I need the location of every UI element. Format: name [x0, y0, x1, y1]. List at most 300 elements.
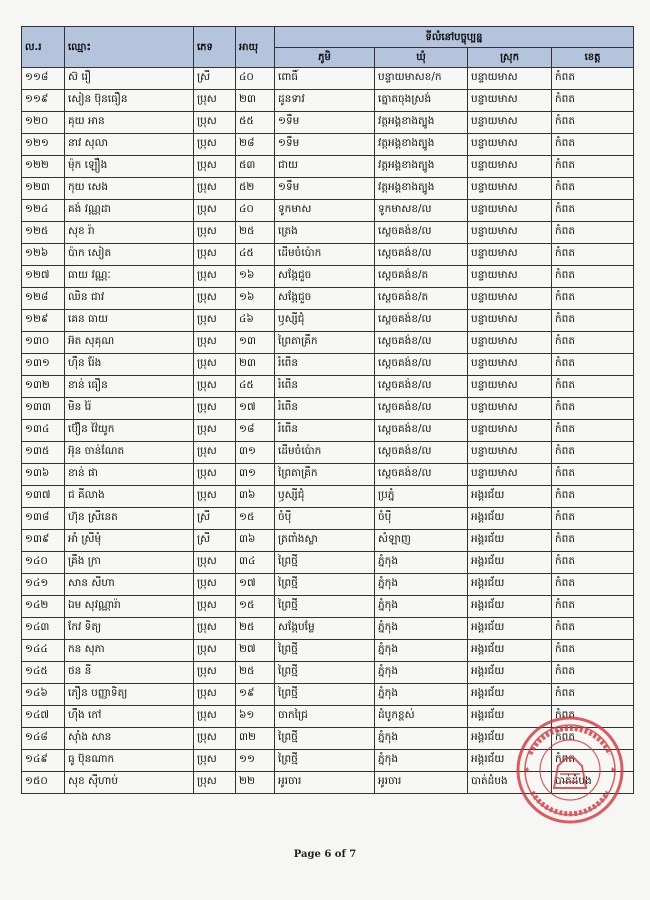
- cell-name: សៀន ប៊ុនធឿន: [65, 90, 194, 112]
- cell-province: កំពត: [552, 618, 634, 640]
- table-row: [22, 222, 634, 244]
- cell-sex: ស្រី: [194, 508, 236, 530]
- cell-village: អូរចារ: [275, 772, 375, 794]
- cell-age: ១៦: [236, 288, 275, 310]
- table-row: [22, 354, 634, 376]
- cell-province: កំពត: [552, 222, 634, 244]
- cell-no: ១៤១: [22, 574, 65, 596]
- cell-province: កំពត: [552, 332, 634, 354]
- cell-no: ១២៦: [22, 244, 65, 266]
- cell-sex: ប្រុស: [194, 310, 236, 332]
- cell-province: កំពត: [552, 398, 634, 420]
- cell-district: អង្គរជ័យ: [468, 486, 552, 508]
- cell-village: ត្រេង: [275, 222, 375, 244]
- cell-name: ឈិន ជាវ: [65, 288, 194, 310]
- cell-sex: ស្រី: [194, 68, 236, 90]
- cell-age: ៣៦: [236, 486, 275, 508]
- cell-no: ១៣៩: [22, 530, 65, 552]
- cell-district: បន្ទាយមាស: [468, 442, 552, 464]
- cell-age: ១៧: [236, 398, 275, 420]
- cell-village: ចាកជ្រៃ: [275, 706, 375, 728]
- table-row: [22, 134, 634, 156]
- cell-district: អង្គរជ័យ: [468, 750, 552, 772]
- cell-name: គុយ អាន: [65, 112, 194, 134]
- cell-commune: ភ្នំកុង: [375, 596, 468, 618]
- cell-province: កំពត: [552, 552, 634, 574]
- table-row: [22, 266, 634, 288]
- cell-age: ២៥: [236, 222, 275, 244]
- cell-district: អង្គរជ័យ: [468, 552, 552, 574]
- cell-district: បន្ទាយមាស: [468, 68, 552, 90]
- cell-village: ព្រៃថ្មី: [275, 574, 375, 596]
- cell-sex: ប្រុស: [194, 728, 236, 750]
- cell-no: ១៤៦: [22, 684, 65, 706]
- cell-district: អង្គរជ័យ: [468, 530, 552, 552]
- cell-province: កំពត: [552, 684, 634, 706]
- cell-sex: ប្រុស: [194, 288, 236, 310]
- cell-sex: ប្រុស: [194, 156, 236, 178]
- table-row: [22, 552, 634, 574]
- cell-sex: ប្រុស: [194, 244, 236, 266]
- cell-age: ២៧: [236, 640, 275, 662]
- cell-province: កំពត: [552, 728, 634, 750]
- cell-age: ៤៥: [236, 244, 275, 266]
- cell-village: រំពើន: [275, 420, 375, 442]
- cell-age: ២៨: [236, 134, 275, 156]
- cell-name: មិន រ៉ៃ: [65, 398, 194, 420]
- table-row: [22, 420, 634, 442]
- cell-no: ១៣១: [22, 354, 65, 376]
- cell-commune: អូរចារ: [375, 772, 468, 794]
- cell-sex: ប្រុស: [194, 332, 236, 354]
- cell-district: បន្ទាយមាស: [468, 90, 552, 112]
- cell-name: ធូ ប៊ុនណាក: [65, 750, 194, 772]
- cell-sex: ប្រុស: [194, 112, 236, 134]
- cell-province: កំពត: [552, 266, 634, 288]
- cell-province: កំពត: [552, 508, 634, 530]
- cell-province: កំពត: [552, 486, 634, 508]
- cell-no: ១២៤: [22, 200, 65, 222]
- cell-age: ១៣: [236, 332, 275, 354]
- cell-province: កំពត: [552, 376, 634, 398]
- table-row: [22, 684, 634, 706]
- cell-district: បន្ទាយមាស: [468, 354, 552, 376]
- cell-no: ១១៩: [22, 90, 65, 112]
- cell-no: ១៣២: [22, 376, 65, 398]
- cell-age: ២២: [236, 772, 275, 794]
- cell-age: ២៣: [236, 354, 275, 376]
- table-row: [22, 112, 634, 134]
- cell-name: សុខ ស៊ីហាប់: [65, 772, 194, 794]
- cell-village: ១ទឹម: [275, 134, 375, 156]
- cell-commune: វត្តអង្គខាងត្បូង: [375, 112, 468, 134]
- cell-province: កំពត: [552, 596, 634, 618]
- cell-age: ៣៤: [236, 552, 275, 574]
- cell-age: ២៥: [236, 618, 275, 640]
- cell-commune: ចំប៉ី: [375, 508, 468, 530]
- cell-age: ៤៥: [236, 376, 275, 398]
- table-row: [22, 464, 634, 486]
- cell-no: ១៤៧: [22, 706, 65, 728]
- cell-commune: ស្ដេចគង់ខ/ល: [375, 420, 468, 442]
- cell-district: បន្ទាយមាស: [468, 178, 552, 200]
- cell-commune: ភ្នំកុង: [375, 640, 468, 662]
- cell-no: ១៤៣: [22, 618, 65, 640]
- cell-district: បន្ទាយមាស: [468, 156, 552, 178]
- cell-sex: ប្រុស: [194, 90, 236, 112]
- cell-province: កំពត: [552, 90, 634, 112]
- cell-age: ១៩: [236, 684, 275, 706]
- cell-province: កំពត: [552, 156, 634, 178]
- cell-age: ៤០: [236, 200, 275, 222]
- cell-village: រំពើន: [275, 354, 375, 376]
- cell-province: បាត់ដំបង: [552, 772, 634, 794]
- table-row: [22, 574, 634, 596]
- cell-district: បន្ទាយមាស: [468, 310, 552, 332]
- cell-age: ២៣: [236, 90, 275, 112]
- cell-no: ១៣៨: [22, 508, 65, 530]
- cell-no: ១២៥: [22, 222, 65, 244]
- cell-no: ១៤២: [22, 596, 65, 618]
- cell-commune: ភ្នំកុង: [375, 728, 468, 750]
- table-row: [22, 486, 634, 508]
- cell-age: ១៦: [236, 266, 275, 288]
- cell-no: ១៣៥: [22, 442, 65, 464]
- cell-commune: ភ្នំកុង: [375, 750, 468, 772]
- cell-commune: ស្ដេចគង់ខ/ល: [375, 310, 468, 332]
- table-row: [22, 90, 634, 112]
- cell-district: អង្គរជ័យ: [468, 662, 552, 684]
- table-row: [22, 596, 634, 618]
- cell-sex: ប្រុស: [194, 618, 236, 640]
- cell-no: ១៣០: [22, 332, 65, 354]
- cell-sex: ប្រុស: [194, 750, 236, 772]
- cell-village: ត្រពាំងស្លា: [275, 530, 375, 552]
- cell-village: ដូនទាវ: [275, 90, 375, 112]
- cell-district: បន្ទាយមាស: [468, 222, 552, 244]
- cell-commune: ស្ដេចគង់ខ/ល: [375, 222, 468, 244]
- cell-name: សុខ រ៉ា: [65, 222, 194, 244]
- cell-age: ៣១: [236, 464, 275, 486]
- cell-no: ១២១: [22, 134, 65, 156]
- cell-no: ១២៧: [22, 266, 65, 288]
- cell-age: ៥២: [236, 178, 275, 200]
- cell-district: អង្គរជ័យ: [468, 728, 552, 750]
- cell-age: ៤៦: [236, 310, 275, 332]
- cell-commune: ស្ដេចគង់ខ/ត: [375, 288, 468, 310]
- cell-province: កំពត: [552, 200, 634, 222]
- cell-name: ខាន់ ធឿន: [65, 376, 194, 398]
- cell-sex: ប្រុស: [194, 640, 236, 662]
- table-row: [22, 178, 634, 200]
- header-sex: ភេទ: [194, 27, 236, 68]
- cell-name: ឯម សុវណ្ណារ៉ា: [65, 596, 194, 618]
- header-age: អាយុ: [236, 27, 275, 68]
- cell-sex: ប្រុស: [194, 552, 236, 574]
- cell-village: ១ទឹម: [275, 112, 375, 134]
- cell-district: អង្គរជ័យ: [468, 574, 552, 596]
- cell-village: ព្រៃថ្មី: [275, 684, 375, 706]
- cell-province: កំពត: [552, 464, 634, 486]
- cell-commune: វត្តអង្គខាងត្បូង: [375, 156, 468, 178]
- cell-name: អាំ ស្រីមុំ: [65, 530, 194, 552]
- cell-age: ១៧: [236, 574, 275, 596]
- cell-village: ចំប៉ី: [275, 508, 375, 530]
- cell-name: អ៊ុន ចាន់ណែត: [65, 442, 194, 464]
- cell-name: ជ គីលាង: [65, 486, 194, 508]
- cell-sex: ប្រុស: [194, 376, 236, 398]
- cell-commune: ដំបូកខ្ពស់: [375, 706, 468, 728]
- cell-village: ព្រៃថ្មី: [275, 728, 375, 750]
- cell-age: ៣៦: [236, 530, 275, 552]
- cell-village: ព្រៃថ្មី: [275, 640, 375, 662]
- cell-sex: ប្រុស: [194, 222, 236, 244]
- cell-district: បន្ទាយមាស: [468, 244, 552, 266]
- cell-province: កំពត: [552, 574, 634, 596]
- cell-village: ឫស្សីជុំ: [275, 486, 375, 508]
- cell-province: កំពត: [552, 68, 634, 90]
- cell-commune: ស្ដេចគង់ខ/ត: [375, 266, 468, 288]
- cell-no: ១២២: [22, 156, 65, 178]
- cell-district: បាត់ដំបង: [468, 772, 552, 794]
- cell-village: ទូកមាស: [275, 200, 375, 222]
- cell-name: ប៉ាក សៀត: [65, 244, 194, 266]
- cell-village: សង្កែបម្លែ: [275, 618, 375, 640]
- cell-district: អង្គរជ័យ: [468, 508, 552, 530]
- cell-village: ១ទឹម: [275, 178, 375, 200]
- cell-no: ១៤៩: [22, 750, 65, 772]
- header-commune: ឃុំ: [375, 48, 468, 68]
- cell-district: បន្ទាយមាស: [468, 112, 552, 134]
- cell-district: បន្ទាយមាស: [468, 464, 552, 486]
- cell-sex: ស្រី: [194, 530, 236, 552]
- table-row: [22, 68, 634, 90]
- table-row: [22, 442, 634, 464]
- cell-no: ១៣៦: [22, 464, 65, 486]
- cell-age: ១១: [236, 750, 275, 772]
- cell-village: រំពើន: [275, 398, 375, 420]
- cell-village: ព្រៃថ្មី: [275, 596, 375, 618]
- cell-no: ១៤៤: [22, 640, 65, 662]
- cell-name: ហ៊ឹង កៅ: [65, 706, 194, 728]
- cell-no: ១២៩: [22, 310, 65, 332]
- cell-village: សង្កែជួច: [275, 288, 375, 310]
- cell-province: កំពត: [552, 530, 634, 552]
- cell-sex: ប្រុស: [194, 574, 236, 596]
- cell-name: កែវ ទិត្យ: [65, 618, 194, 640]
- table-row: [22, 332, 634, 354]
- cell-age: ៣១: [236, 442, 275, 464]
- cell-commune: ស្ដេចគង់ខ/ល: [375, 442, 468, 464]
- cell-district: បន្ទាយមាស: [468, 288, 552, 310]
- cell-commune: សំឡាញ: [375, 530, 468, 552]
- cell-commune: ភ្នំកុង: [375, 574, 468, 596]
- table-row: [22, 288, 634, 310]
- cell-village: ដើមចំប៉ោក: [275, 244, 375, 266]
- cell-commune: ភ្នំកុង: [375, 552, 468, 574]
- cell-age: ៦១: [236, 706, 275, 728]
- page-number: Page 6 of 7: [293, 849, 357, 860]
- cell-village: ព្រៃថ្មី: [275, 552, 375, 574]
- cell-district: បន្ទាយមាស: [468, 398, 552, 420]
- cell-province: កំពត: [552, 310, 634, 332]
- cell-province: កំពត: [552, 178, 634, 200]
- cell-commune: ស្ដេចគង់ខ/ល: [375, 464, 468, 486]
- header-village: ភូមិ: [275, 48, 375, 68]
- cell-commune: វត្តអង្គខាងត្បូង: [375, 134, 468, 156]
- cell-district: អង្គរជ័យ: [468, 618, 552, 640]
- cell-no: ១៣៤: [22, 420, 65, 442]
- header-address: ទីលំនៅបច្ចុប្បន្ន: [275, 27, 634, 48]
- cell-no: ១២៨: [22, 288, 65, 310]
- cell-name: ហ៊ឹន រ៉ែង: [65, 354, 194, 376]
- cell-name: សាន សីហា: [65, 574, 194, 596]
- cell-sex: ប្រុស: [194, 178, 236, 200]
- cell-name: គង់ វណ្ណដា: [65, 200, 194, 222]
- cell-sex: ប្រុស: [194, 596, 236, 618]
- cell-village: ព្រៃថ្មី: [275, 662, 375, 684]
- cell-no: ១៤៥: [22, 662, 65, 684]
- cell-sex: ប្រុស: [194, 266, 236, 288]
- cell-province: កំពត: [552, 244, 634, 266]
- cell-district: បន្ទាយមាស: [468, 266, 552, 288]
- cell-commune: ស្ដេចគង់ខ/ល: [375, 354, 468, 376]
- cell-district: អង្គរជ័យ: [468, 596, 552, 618]
- table-row: [22, 310, 634, 332]
- cell-village: សង្កែជួច: [275, 266, 375, 288]
- cell-village: ព្រៃតាគ្រឹក: [275, 464, 375, 486]
- cell-village: ពោធិ៍: [275, 68, 375, 90]
- cell-province: កំពត: [552, 288, 634, 310]
- cell-village: ព្រៃថ្មី: [275, 750, 375, 772]
- cell-district: អង្គរជ័យ: [468, 684, 552, 706]
- roster-body: [22, 68, 634, 794]
- cell-name: កុយ សេង: [65, 178, 194, 200]
- cell-name: ភឿន បញ្ញាទិត្យ: [65, 684, 194, 706]
- cell-age: ១៥: [236, 596, 275, 618]
- cell-sex: ប្រុស: [194, 662, 236, 684]
- cell-age: ១៨: [236, 420, 275, 442]
- cell-age: ១៥: [236, 508, 275, 530]
- table-row: [22, 398, 634, 420]
- cell-sex: ប្រុស: [194, 684, 236, 706]
- cell-commune: ភ្នំកុង: [375, 684, 468, 706]
- cell-age: ៣២: [236, 728, 275, 750]
- cell-district: បន្ទាយមាស: [468, 134, 552, 156]
- cell-district: បន្ទាយមាស: [468, 420, 552, 442]
- header-no: ល.រ: [22, 27, 65, 68]
- cell-name: ស៊ាំង សាន: [65, 728, 194, 750]
- cell-name: គ្រឹង ក្រា: [65, 552, 194, 574]
- cell-village: ឫស្សីជុំ: [275, 310, 375, 332]
- cell-age: ៤០: [236, 68, 275, 90]
- cell-province: កំពត: [552, 354, 634, 376]
- cell-name: អ៊ត សុគុណ: [65, 332, 194, 354]
- header-district: ស្រុក: [468, 48, 552, 68]
- cell-age: ៥៣: [236, 156, 275, 178]
- header-name: ឈ្មោះ: [65, 27, 194, 68]
- cell-district: អង្គរជ័យ: [468, 706, 552, 728]
- cell-no: ១២០: [22, 112, 65, 134]
- cell-name: ថន នី: [65, 662, 194, 684]
- official-seal-icon: [514, 714, 626, 826]
- cell-name: ស៊ រឿ: [65, 68, 194, 90]
- cell-district: បន្ទាយមាស: [468, 376, 552, 398]
- cell-sex: ប្រុស: [194, 442, 236, 464]
- cell-district: បន្ទាយមាស: [468, 200, 552, 222]
- cell-name: នាវ សុលា: [65, 134, 194, 156]
- cell-sex: ប្រុស: [194, 464, 236, 486]
- cell-village: ព្រៃតាគ្រឹក: [275, 332, 375, 354]
- cell-name: ខាន់ ផា: [65, 464, 194, 486]
- cell-commune: ត្នោតចុងស្រង់: [375, 90, 468, 112]
- cell-name: ហ៊ុន ស្រីនេត: [65, 508, 194, 530]
- cell-province: កំពត: [552, 706, 634, 728]
- table-row: [22, 530, 634, 552]
- cell-sex: ប្រុស: [194, 420, 236, 442]
- cell-age: ៥៥: [236, 112, 275, 134]
- cell-village: ជាយ: [275, 156, 375, 178]
- cell-sex: ប្រុស: [194, 398, 236, 420]
- cell-province: កំពត: [552, 134, 634, 156]
- cell-commune: ស្ដេចគង់ខ/ល: [375, 398, 468, 420]
- cell-name: គេន ធាយ: [65, 310, 194, 332]
- cell-province: កំពត: [552, 750, 634, 772]
- table-row: [22, 618, 634, 640]
- cell-village: រំពើន: [275, 376, 375, 398]
- cell-commune: ប្រភ្នំ: [375, 486, 468, 508]
- table-row: [22, 508, 634, 530]
- cell-sex: ប្រុស: [194, 486, 236, 508]
- cell-sex: ប្រុស: [194, 772, 236, 794]
- cell-name: ធាយ វណ្ណៈ: [65, 266, 194, 288]
- cell-commune: ទូកមាសខ/ល: [375, 200, 468, 222]
- cell-commune: វត្តអង្គខាងត្បូង: [375, 178, 468, 200]
- roster-table: [21, 26, 634, 794]
- cell-no: ១៣៣: [22, 398, 65, 420]
- cell-commune: ស្ដេចគង់ខ/ល: [375, 332, 468, 354]
- cell-no: ១៥០: [22, 772, 65, 794]
- cell-no: ១៤៨: [22, 728, 65, 750]
- cell-province: កំពត: [552, 442, 634, 464]
- cell-district: បន្ទាយមាស: [468, 332, 552, 354]
- cell-no: ១២៣: [22, 178, 65, 200]
- cell-province: កំពត: [552, 420, 634, 442]
- table-row: [22, 376, 634, 398]
- table-row: [22, 662, 634, 684]
- cell-province: កំពត: [552, 662, 634, 684]
- cell-no: ១៤០: [22, 552, 65, 574]
- cell-commune: ភ្នំកុង: [375, 662, 468, 684]
- cell-sex: ប្រុស: [194, 134, 236, 156]
- table-row: [22, 244, 634, 266]
- cell-district: អង្គរជ័យ: [468, 640, 552, 662]
- cell-commune: ភ្នំកុង: [375, 618, 468, 640]
- cell-sex: ប្រុស: [194, 706, 236, 728]
- cell-age: ២៥: [236, 662, 275, 684]
- cell-sex: ប្រុស: [194, 354, 236, 376]
- table-row: [22, 156, 634, 178]
- cell-name: ប៊ឿន វ៉ៃយូក: [65, 420, 194, 442]
- cell-village: ដើមចំប៉ោក: [275, 442, 375, 464]
- cell-no: ១១៨: [22, 68, 65, 90]
- cell-name: កន សុភា: [65, 640, 194, 662]
- cell-commune: បន្ទាយមាស​ខ/ក: [375, 68, 468, 90]
- cell-province: កំពត: [552, 640, 634, 662]
- cell-name: ម៉ុក ឡឿង: [65, 156, 194, 178]
- cell-commune: ស្ដេចគង់ខ/ល: [375, 376, 468, 398]
- table-row: [22, 200, 634, 222]
